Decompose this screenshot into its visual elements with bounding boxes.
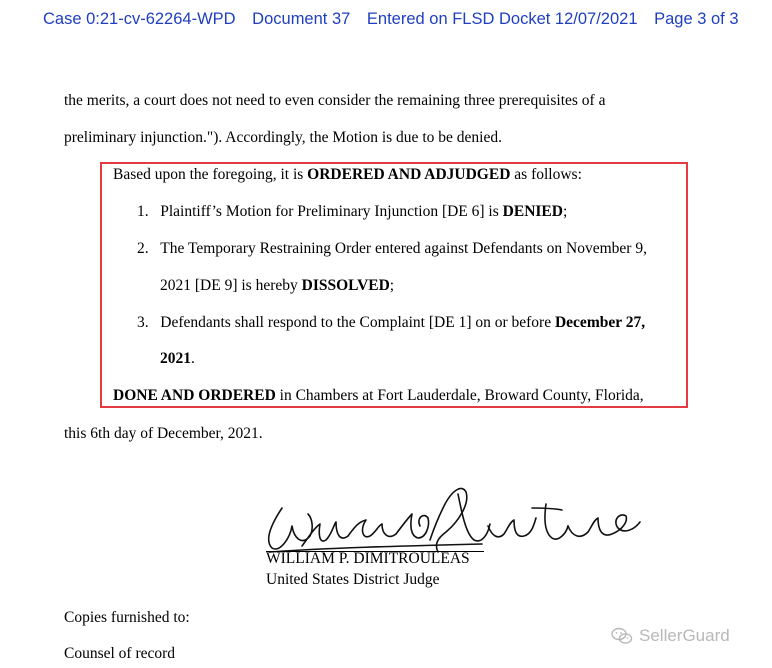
order-item-3-cont: 2021.: [160, 350, 195, 367]
judge-title: United States District Judge: [266, 571, 440, 588]
date-line: this 6th day of December, 2021.: [64, 425, 263, 442]
judge-name: WILLIAM P. DIMITROULEAS: [266, 550, 470, 567]
wechat-icon: [611, 627, 633, 645]
handwritten-signature: [262, 478, 642, 560]
order-intro: Based upon the foregoing, it is ORDERED AND ADJUDGED as follows:: [113, 166, 582, 183]
docket-entry: Entered on FLSD Docket 12/07/2021: [366, 10, 638, 28]
page-number: Page 3 of 3: [654, 10, 739, 28]
copies-label: Copies furnished to:: [64, 609, 190, 626]
docket-header: [43, 10, 751, 29]
order-item-2: 2. The Temporary Restraining Order entered against Defendants on November 9,: [137, 240, 647, 257]
document-number: Document 37: [252, 10, 351, 28]
order-item-1: 1. Plaintiff’s Motion for Preliminary Injunction [DE 6] is DENIED;: [137, 203, 568, 220]
body-line-2: preliminary injunction."). Accordingly, the Motion is due to be denied.: [64, 129, 502, 146]
watermark: [611, 626, 730, 646]
watermark-text: SellerGuard: [639, 626, 730, 645]
body-line-1: the merits, a court does not need to even consider the remaining three prerequisites of a: [64, 92, 606, 109]
order-item-3: 3. Defendants shall respond to the Complaint [DE 1] on or before December 27,: [137, 314, 646, 331]
order-item-2-cont: 2021 [DE 9] is hereby DISSOLVED;: [160, 277, 395, 294]
copies-recipient: Counsel of record: [64, 645, 176, 662]
case-number: Case 0:21-cv-62264-WPD: [43, 10, 236, 28]
done-and-ordered: DONE AND ORDERED in Chambers at Fort Lauderdale, Broward County, Florida,: [113, 387, 644, 404]
